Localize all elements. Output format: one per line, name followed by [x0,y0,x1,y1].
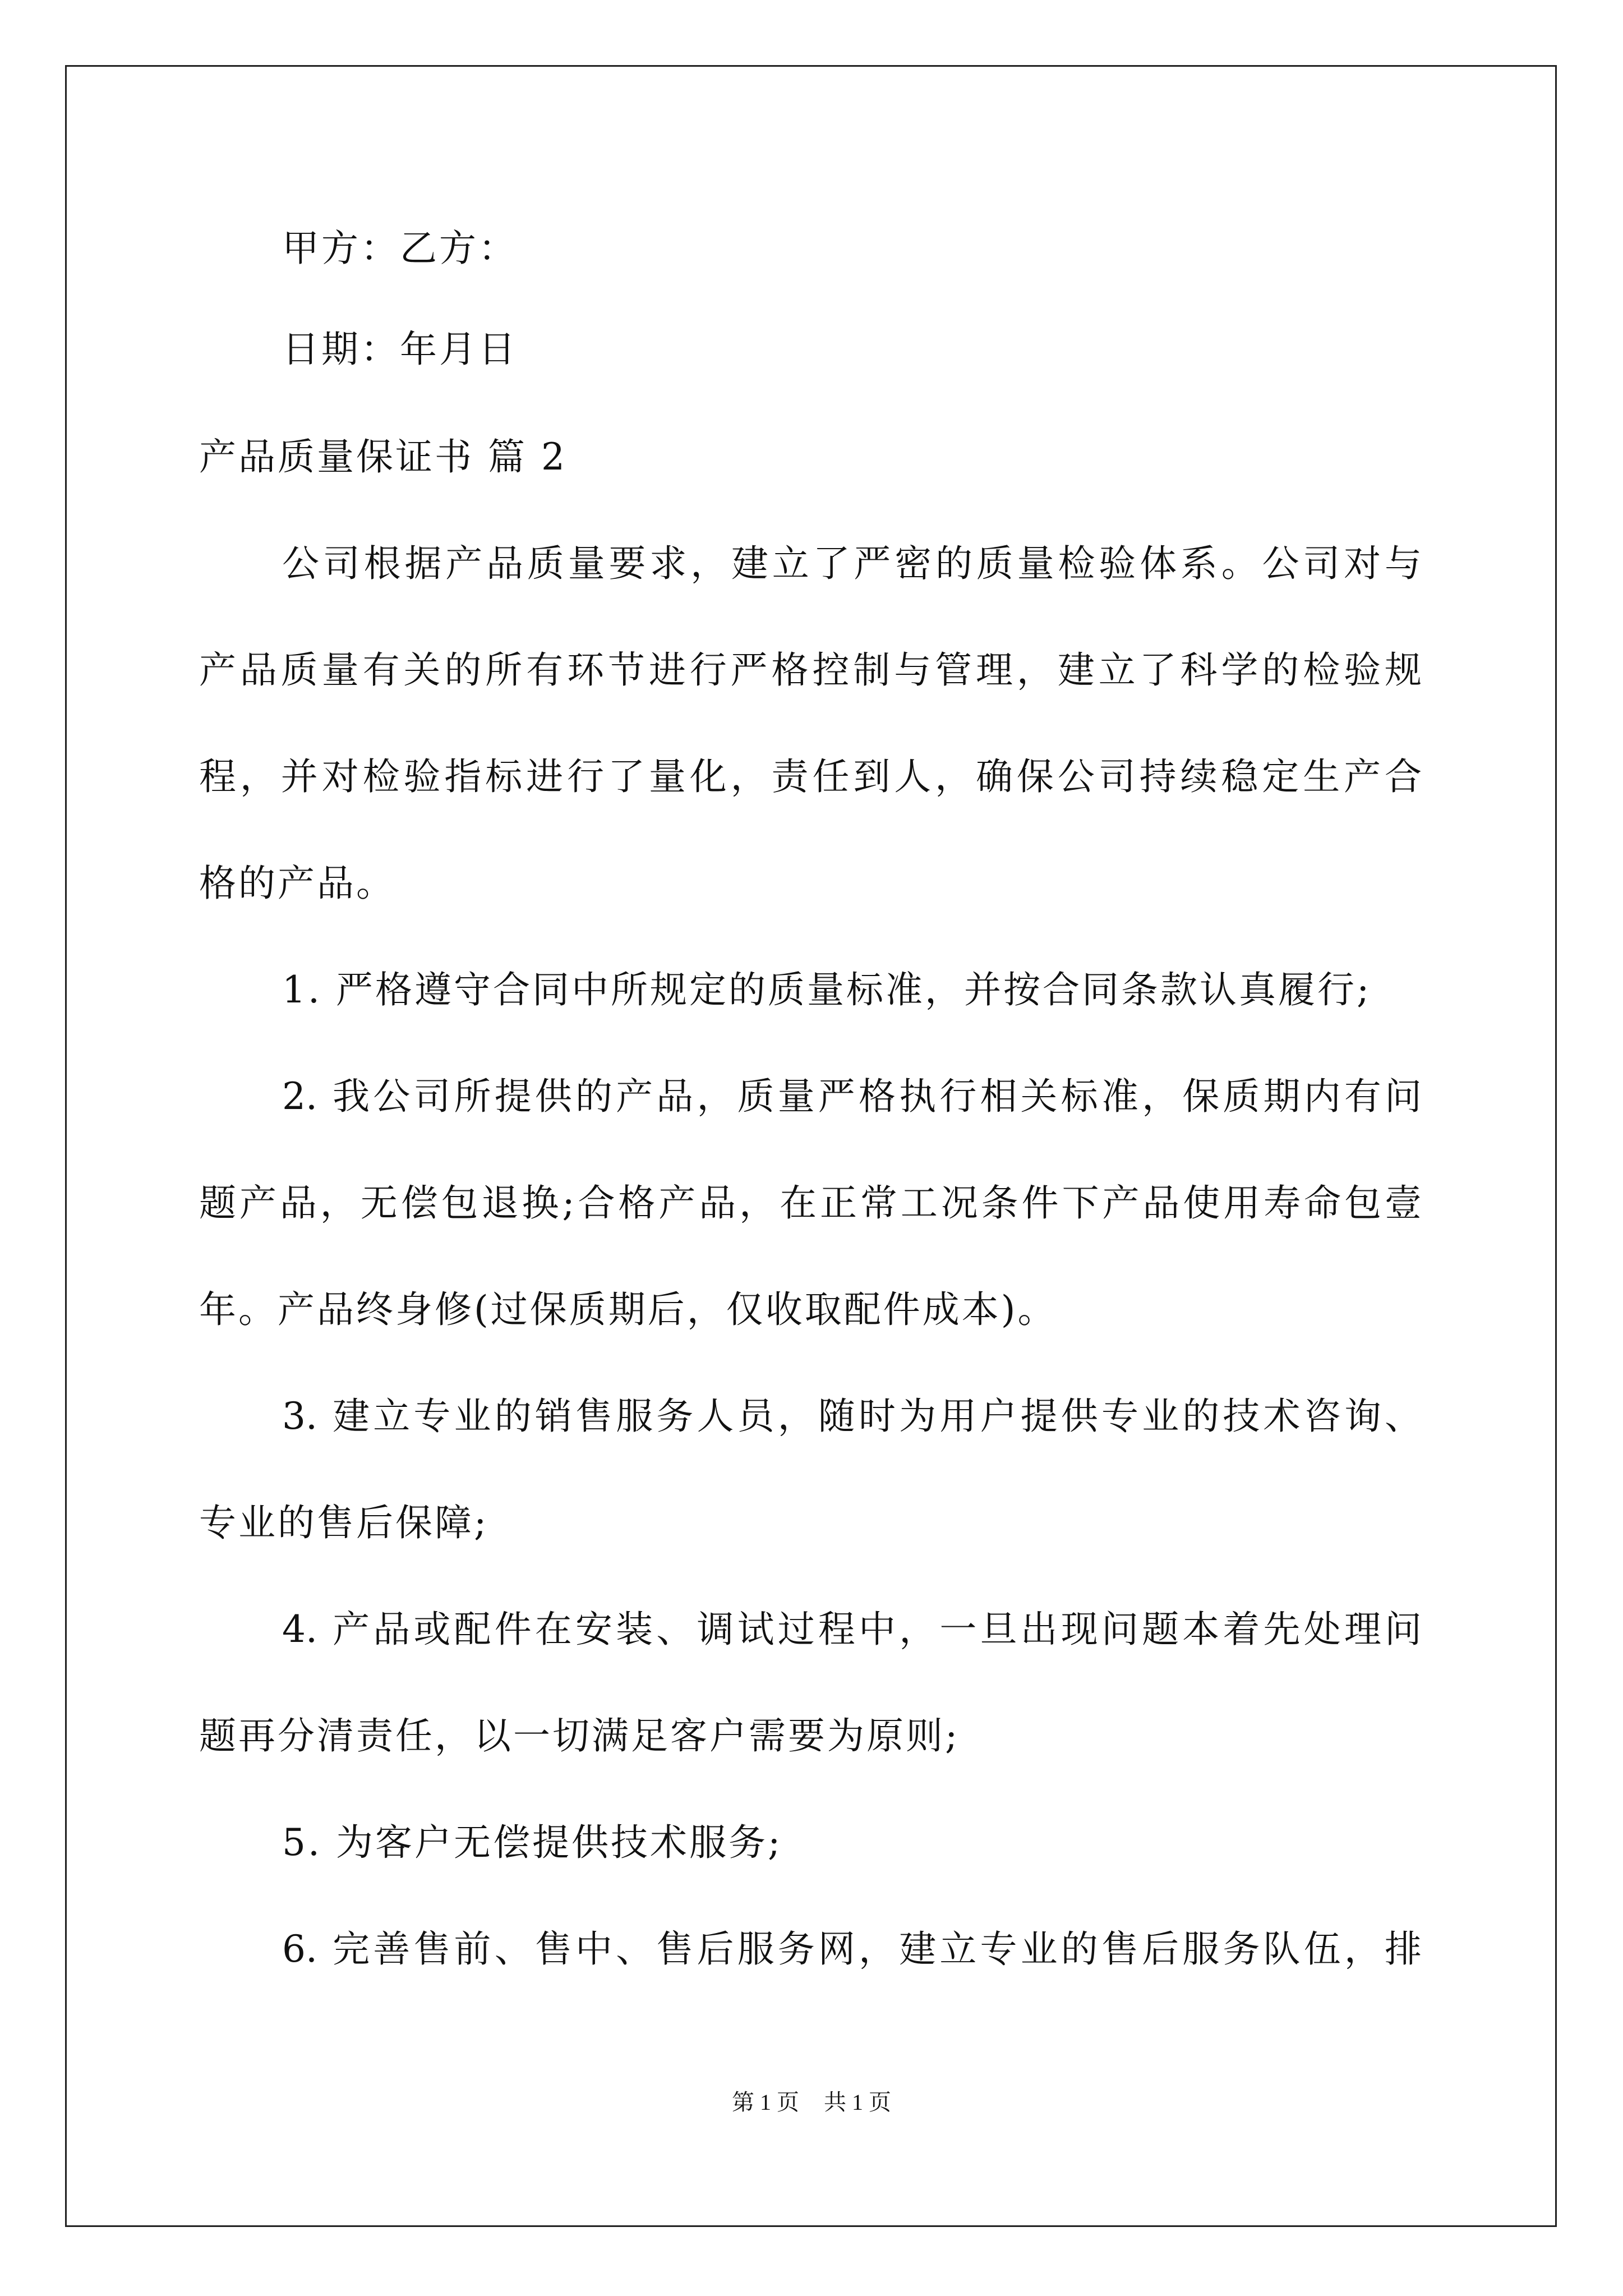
page-number: 第 1 页 [732,2090,799,2115]
list-item: 4. 产品或配件在安装、调试过程中，一旦出现问题本着先处理问 [282,1608,1422,1651]
page-border [65,65,1557,2227]
list-item: 1. 严格遵守合同中所规定的质量标准，并按合同条款认真履行; [282,968,1372,1011]
paragraph-line: 公司根据产品质量要求，建立了严密的质量检验体系。公司对与 [282,542,1422,585]
date-line: 日期：年月日 [282,328,518,371]
list-item: 5. 为客户无偿提供技术服务; [282,1821,783,1864]
section-heading: 产品质量保证书 篇 2 [199,435,567,478]
paragraph-line: 年。产品终身修(过保质期后，仅收取配件成本)。 [199,1288,1057,1331]
list-item: 2. 我公司所提供的产品，质量严格执行相关标准，保质期内有问 [282,1075,1422,1118]
list-item: 6. 完善售前、售中、售后服务网，建立专业的售后服务队伍，排 [282,1927,1422,1971]
paragraph-line: 格的产品。 [199,862,395,905]
paragraph-line: 题再分清责任，以一切满足客户需要为原则; [199,1714,960,1757]
list-item: 3. 建立专业的销售服务人员，随时为用户提供专业的技术咨询、 [282,1395,1422,1438]
paragraph-line: 产品质量有关的所有环节进行严格控制与管理，建立了科学的检验规 [199,648,1422,692]
paragraph-line: 程，并对检验指标进行了量化，责任到人，确保公司持续稳定生产合 [199,755,1422,798]
paragraph-line: 专业的售后保障; [199,1501,489,1544]
page-footer [0,2091,1623,2114]
signature-line: 甲方：乙方： [282,227,518,270]
paragraph-line: 题产品，无偿包退换;合格产品，在正常工况条件下产品使用寿命包壹 [199,1181,1422,1225]
page-total: 共 1 页 [824,2090,891,2115]
